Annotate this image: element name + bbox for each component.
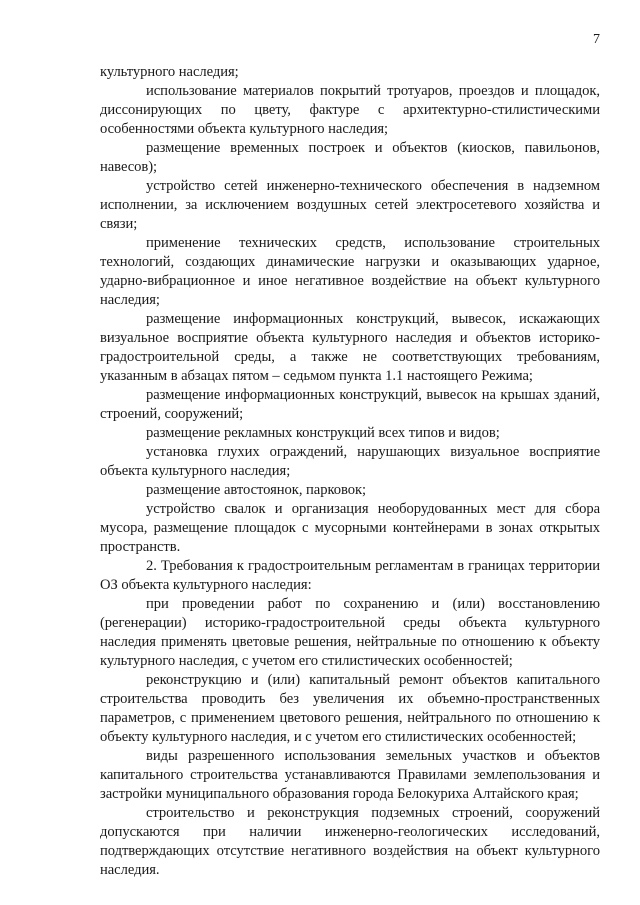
paragraph-dumps: устройство свалок и организация необорудованных мест для сбора мусора, размещение площадок с мусорными контейнерами в зонах открытых пространств. (100, 501, 600, 555)
paragraph-continuation: культурного наследия; (100, 64, 239, 80)
paragraph-advertising: размещение рекламных конструкций всех типов и видов; (146, 425, 500, 441)
paragraph-parking: размещение автостоянок, парковок; (146, 482, 367, 498)
paragraph-roof-signs: размещение информационных конструкций, вывесок на крышах зданий, строений, сооружений; (100, 387, 600, 422)
paragraph-technical-means: применение технических средств, использование строительных технологий, создающих динамические нагрузки и оказывающих ударное, ударно-вибрационное и иное негативное воздействие на объект культурного наследия; (100, 235, 600, 308)
paragraph-color-solutions: при проведении работ по сохранению и (или) восстановлению (регенерации) историко-градостроительной среды объекта культурного наследия применять цветовые решения, нейтральные по отношению к объекту культурного наследия, с учетом его стилистических особенностей; (100, 596, 600, 669)
paragraph-engineering-networks: устройство сетей инженерно-технического обеспечения в надземном исполнении, за исключением воздушных сетей электросетевого хозяйства и связи; (100, 178, 600, 232)
paragraph-temporary-structures: размещение временных построек и объектов (киосков, павильонов, навесов); (100, 140, 600, 175)
paragraph-information-structures: размещение информационных конструкций, вывесок, искажающих визуальное восприятие объекта культурного наследия и объектов историко-градостроительной среды, а также не соответствующих требованиям, указанным в абзацах пятом – седьмом пункта 1.1 настоящего Режима; (100, 311, 600, 384)
paragraph-pavement-materials: использование материалов покрытий тротуаров, проездов и площадок, диссонирующих по цвету, фактуре с архитектурно-стилистическими особенностями объекта культурного наследия; (100, 83, 600, 137)
paragraph-reconstruction: реконструкцию и (или) капитальный ремонт объектов капитального строительства проводить без увеличения их объемно-пространственных параметров, с применением цветового решения, нейтрального по отношению к объекту культурного наследия, и с учетом его стилистических особенностей; (100, 672, 600, 745)
page-number: 7 (593, 32, 600, 47)
paragraph-underground-construction: строительство и реконструкция подземных строений, сооружений допускаются при наличии инженерно-геологических исследований, подтверждающих отсутствие негативного воздействия на объект культурного наследия. (100, 805, 600, 878)
paragraph-blind-fences: установка глухих ограждений, нарушающих визуальное восприятие объекта культурного наследия; (100, 444, 600, 479)
document-body (100, 63, 600, 880)
section-heading-requirements: 2. Требования к градостроительным регламентам в границах территории ОЗ объекта культурного наследия: (100, 558, 600, 593)
paragraph-land-use: виды разрешенного использования земельных участков и объектов капитального строительства устанавливаются Правилами землепользования и застройки муниципального образования города Белокуриха Алтайского края; (100, 748, 600, 802)
